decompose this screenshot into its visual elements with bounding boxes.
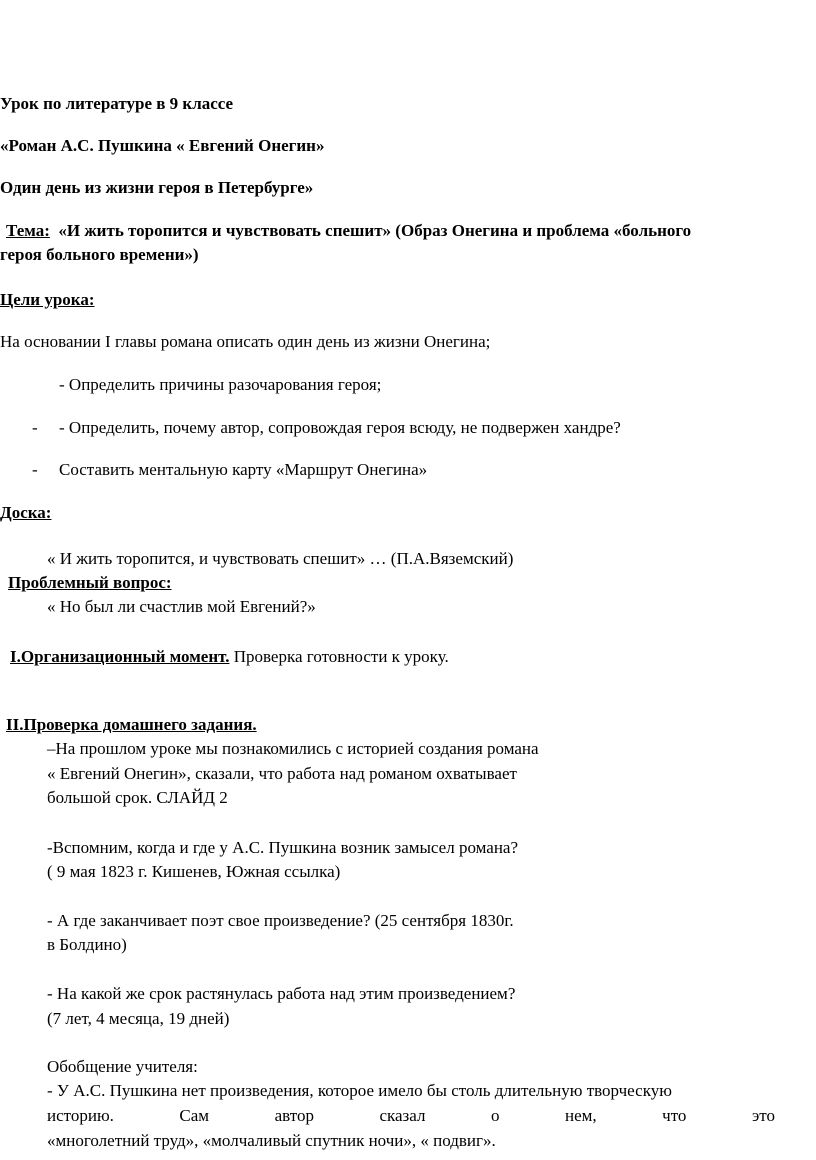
section-2-heading: II.Проверка домашнего задания. bbox=[6, 715, 257, 734]
section-2-intro-line: –На прошлом уроке мы познакомились с историей создания романа bbox=[47, 739, 539, 758]
problem-question: « Но был ли счастлив мой Евгений?» bbox=[47, 597, 316, 616]
epigraph: « И жить торопится, и чувствовать спешит» … (П.А.Вяземский) bbox=[47, 549, 514, 568]
answer: в Болдино) bbox=[47, 935, 127, 954]
summary-word: историю. bbox=[47, 1106, 114, 1125]
problem-heading: Проблемный вопрос: bbox=[8, 573, 172, 592]
section-1-text: Проверка готовности к уроку. bbox=[229, 647, 449, 666]
section-2-intro-line: « Евгений Онегин», сказали, что работа над романом охватывает bbox=[47, 764, 517, 783]
section-2-intro-line: большой срок. СЛАЙД 2 bbox=[47, 788, 228, 807]
summary-word: о bbox=[490, 1106, 500, 1125]
summary-line-2 bbox=[47, 1105, 775, 1127]
goal-item: Составить ментальную карту «Маршрут Онегина» bbox=[59, 460, 428, 479]
goal-item: - Определить причины разочарования героя; bbox=[59, 375, 382, 394]
goals-intro: На основании I главы романа описать один день из жизни Онегина; bbox=[0, 332, 491, 351]
answer: (7 лет, 4 месяца, 19 дней) bbox=[47, 1009, 230, 1028]
summary-word: автор bbox=[274, 1106, 314, 1125]
lesson-title: Урок по литературе в 9 классе bbox=[0, 94, 234, 113]
summary-line-1: - У А.С. Пушкина нет произведения, которое имело бы столь длительную творческую bbox=[47, 1081, 672, 1100]
summary-word: Сам bbox=[179, 1106, 210, 1125]
topic-text-1: «И жить торопится и чувствовать спешит» (Образ Онегина и проблема «больного bbox=[58, 221, 692, 240]
goal-item: - Определить, почему автор, сопровождая героя всюду, не подвержен хандре? bbox=[59, 418, 621, 437]
answer: ( 9 мая 1823 г. Кишенев, Южная ссылка) bbox=[47, 862, 341, 881]
goal-bullet: - bbox=[32, 418, 38, 437]
question: -Вспомним, когда и где у А.С. Пушкина возник замысел романа? bbox=[47, 838, 519, 857]
summary-line-3: «многолетний труд», «молчаливый спутник ночи», « подвиг». bbox=[47, 1131, 496, 1150]
section-1 bbox=[10, 646, 449, 668]
novel-title: «Роман А.С. Пушкина « Евгений Онегин» bbox=[0, 136, 325, 155]
topic-label: Тема: bbox=[6, 221, 50, 240]
summary-heading: Обобщение учителя: bbox=[47, 1057, 198, 1076]
topic-line-1 bbox=[6, 220, 691, 242]
goal-bullet: - bbox=[32, 460, 38, 479]
summary-word: сказал bbox=[379, 1106, 426, 1125]
day-title: Один день из жизни героя в Петербурге» bbox=[0, 178, 314, 197]
question: - А где заканчивает поэт свое произведение? (25 сентября 1830г. bbox=[47, 911, 514, 930]
topic-line-2: героя больного времени») bbox=[0, 245, 199, 264]
summary-word: нем, bbox=[565, 1106, 597, 1125]
goals-heading: Цели урока: bbox=[0, 290, 95, 309]
section-1-heading: I.Организационный момент. bbox=[10, 647, 230, 666]
summary-word: что bbox=[662, 1106, 687, 1125]
question: - На какой же срок растянулась работа над этим произведением? bbox=[47, 984, 516, 1003]
summary-word: это bbox=[751, 1106, 775, 1125]
board-heading: Доска: bbox=[0, 503, 52, 522]
